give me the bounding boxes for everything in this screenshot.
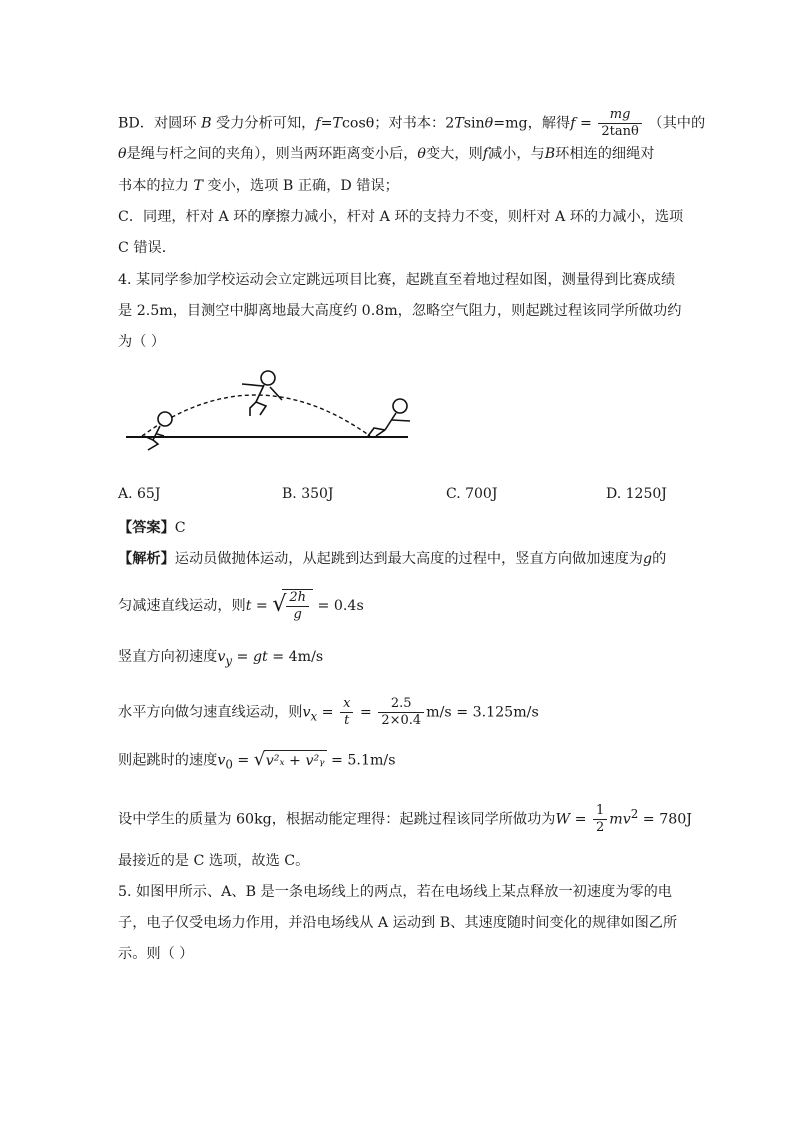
subscript: y xyxy=(225,653,233,668)
long-jump-figure xyxy=(120,360,420,472)
text: 竖直方向初速度 xyxy=(118,649,218,665)
text: v xyxy=(302,704,311,721)
text: θ xyxy=(118,146,127,162)
text: 环相连的细绳对 xyxy=(555,146,655,162)
text: 是绳与杆之间的夹角），则当两环距离变小后， xyxy=(126,146,418,162)
question-5-line-3: 示。则（ ） xyxy=(118,946,194,962)
text: = 0.4s xyxy=(312,598,364,614)
text: 的 xyxy=(652,551,667,567)
superscript: 2 xyxy=(630,806,639,821)
square-root xyxy=(272,589,313,623)
text: cosθ；对书本：2 xyxy=(341,115,455,132)
fraction-denominator: g xyxy=(293,607,302,622)
text: t xyxy=(245,598,252,614)
analysis-line-4 xyxy=(118,696,539,729)
text: 书本的拉力 xyxy=(118,178,194,194)
option-d: D. 1250J xyxy=(606,486,667,502)
jumper-landing-figure xyxy=(368,399,410,436)
text: = xyxy=(232,752,254,769)
text: = xyxy=(317,704,339,721)
answer-line xyxy=(118,518,186,538)
text: T xyxy=(454,115,464,132)
text: θ xyxy=(484,115,494,132)
option-c: C. 700J xyxy=(446,486,498,502)
text: = xyxy=(320,115,333,132)
answer-label: 【答案】 xyxy=(118,520,175,536)
text: 匀减速直线运动，则 xyxy=(118,598,246,614)
question-5-line-2: 子，电子仅受电场力作用，并沿电场线从 A 运动到 B、其速度随时间变化的规律如图乙所 xyxy=(118,915,678,931)
text: 变小，选项 B 正确，D 错误； xyxy=(202,178,399,194)
text: 变大，则 xyxy=(425,146,483,162)
text: = xyxy=(355,704,377,721)
text: B xyxy=(201,115,212,132)
analysis-line-2 xyxy=(118,589,364,623)
text: g xyxy=(642,551,653,567)
fraction-numerator: 2h xyxy=(286,590,309,607)
jumper-airborne-figure xyxy=(242,371,282,416)
text: f xyxy=(315,115,321,132)
question-4-line-1: 4. 某同学参加学校运动会立定跳远项目比赛，起跳直至着地过程如图，测量得到比赛成绩 xyxy=(118,272,676,288)
solution-line-c-end: C 错误． xyxy=(118,240,176,256)
fraction-denominator: 2tanθ xyxy=(601,124,639,139)
fraction xyxy=(598,107,641,140)
fraction xyxy=(378,696,424,729)
text: 减小，与 xyxy=(487,146,545,162)
subscript: 0 xyxy=(225,757,233,772)
text: T xyxy=(332,115,342,132)
text: sin xyxy=(463,115,485,132)
text: BD．对圆环 xyxy=(118,115,202,132)
question-5-line-1: 5. 如图甲所示、A、B 是一条电场线上的两点，若在电场线上某点释放一初速度为零的电 xyxy=(118,884,672,900)
text: 则起跳时的速度 xyxy=(118,752,218,769)
radical-sign: √ xyxy=(253,749,266,770)
fraction xyxy=(340,696,353,729)
text: = 4m/s xyxy=(267,649,324,665)
formula-variable: f xyxy=(570,115,576,132)
question-4-line-2: 是 2.5m，目测空中脚离地最大高度约 0.8m，忽略空气阻力，则起跳过程该同学所做功约 xyxy=(118,303,682,319)
subscript: x xyxy=(310,709,318,724)
text: v xyxy=(217,752,226,769)
text: = xyxy=(570,811,592,828)
solution-line-bd xyxy=(118,107,705,140)
text: （其中的 xyxy=(648,115,706,132)
fraction-numerator: 1 xyxy=(593,803,607,820)
text: = 5.1m/s xyxy=(326,752,396,769)
text: 受力分析可知， xyxy=(211,115,316,132)
solution-line-c: C．同理，杆对 A 环的摩擦力减小，杆对 A 环的支持力不变，则杆对 A 环的力减小，选项 xyxy=(118,209,684,225)
text: m/s = 3.125m/s xyxy=(426,704,539,721)
text: 设中学生的质量为 60kg，根据动能定理得：起跳过程该同学所做功为 xyxy=(118,811,556,828)
solution-line-2 xyxy=(118,144,655,164)
text: 运动员做抛体运动，从起跳到达到最大高度的过程中，竖直方向做加速度为 xyxy=(174,551,643,567)
fraction xyxy=(593,803,607,836)
answer-value: C xyxy=(174,520,186,536)
fraction-numerator: x xyxy=(340,696,353,713)
text: W xyxy=(555,811,571,828)
analysis-line-1 xyxy=(118,549,666,569)
text: =mg，解得 xyxy=(493,115,571,132)
analysis-line-3 xyxy=(118,647,323,671)
analysis-line-6 xyxy=(118,803,692,836)
text: = xyxy=(575,115,597,132)
fraction-denominator: 2×0.4 xyxy=(381,713,422,728)
text: B xyxy=(544,146,556,162)
text: = xyxy=(251,598,273,614)
option-b: B. 350J xyxy=(282,486,334,502)
fraction-denominator: t xyxy=(344,713,350,728)
question-4-line-3: 为（ ） xyxy=(118,334,166,350)
fraction-numerator: 2.5 xyxy=(378,696,424,713)
text: = xyxy=(232,649,253,665)
analysis-conclusion: 最接近的是 C 选项，故选 C。 xyxy=(118,853,310,869)
text: gt xyxy=(252,649,268,665)
text: 水平方向做匀速直线运动，则 xyxy=(118,704,303,721)
fraction-numerator: mg xyxy=(598,107,641,124)
radical-sign: √ xyxy=(272,592,287,617)
square-root xyxy=(254,750,327,771)
option-a: A. 65J xyxy=(118,486,161,502)
text: θ xyxy=(417,146,426,162)
analysis-line-5 xyxy=(118,750,395,774)
text: mv xyxy=(609,811,631,828)
fraction-denominator: 2 xyxy=(596,820,605,835)
text: v xyxy=(217,649,226,665)
solution-line-3 xyxy=(118,176,399,196)
radicand: v²ₓ + v²ᵧ xyxy=(264,750,327,771)
text: f xyxy=(482,146,488,162)
text: = 780J xyxy=(638,811,692,828)
analysis-label: 【解析】 xyxy=(118,551,175,567)
text: T xyxy=(193,178,203,194)
